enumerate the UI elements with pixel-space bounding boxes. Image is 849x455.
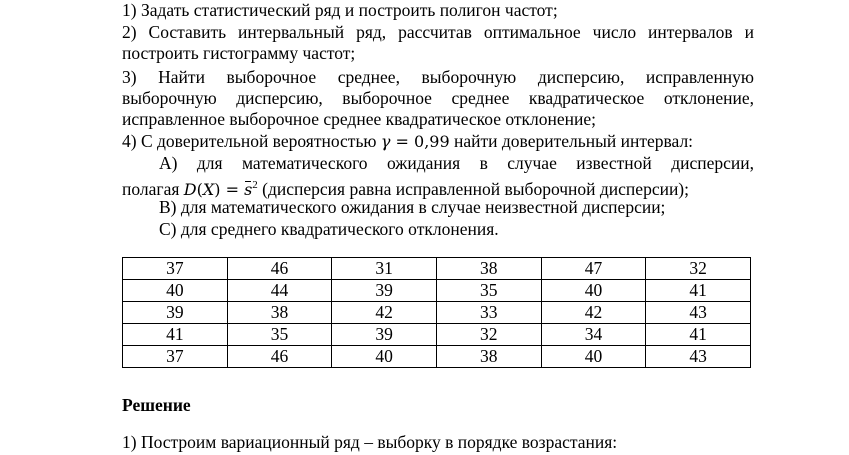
table-row [123, 346, 751, 368]
table-cell: 46 [227, 346, 332, 368]
table-cell: 35 [436, 280, 541, 302]
formula-x: X [202, 180, 215, 199]
sample-data-table [122, 257, 751, 368]
table-cell: 40 [541, 280, 646, 302]
task-item-3-line-3: исправленное выборочное среднее квадратическое отклонение; [122, 109, 597, 129]
gamma-value: = 0,99 [390, 132, 450, 151]
sub-item-a-prefix: полагая [122, 179, 180, 199]
table-cell: 41 [646, 280, 751, 302]
table-row [123, 302, 751, 324]
table-cell: 40 [123, 280, 228, 302]
formula-d: D [183, 180, 197, 199]
task-item-3-line-1: 3) Найти выборочное среднее, выборочную дисперсию, исправленную [122, 67, 754, 87]
task-item-2-line-1: 2) Составить интервальный ряд, рассчитав оптимальное число интервалов и [122, 22, 754, 42]
table-row [123, 258, 751, 280]
table-cell: 43 [646, 302, 751, 324]
formula-exponent: 2 [252, 179, 258, 191]
table-cell: 41 [646, 324, 751, 346]
table-cell: 47 [541, 258, 646, 280]
table-cell: 41 [123, 324, 228, 346]
task-item-2-line-2: построить гистограмму частот; [122, 43, 356, 63]
table-cell: 38 [436, 346, 541, 368]
formula-equals: = [220, 180, 245, 199]
table-cell: 35 [227, 324, 332, 346]
table-cell: 43 [646, 346, 751, 368]
table-cell: 46 [227, 258, 332, 280]
table-row [123, 280, 751, 302]
table-cell: 31 [332, 258, 437, 280]
table-cell: 32 [436, 324, 541, 346]
solution-step-1: 1) Построим вариационный ряд – выборку в порядке возрастания: [122, 432, 618, 452]
solution-heading: Решение [122, 395, 191, 415]
formula-s-bar: s [244, 180, 253, 199]
table-cell: 32 [646, 258, 751, 280]
table-cell: 39 [332, 280, 437, 302]
table-cell: 39 [332, 324, 437, 346]
table-cell: 40 [541, 346, 646, 368]
table-cell: 33 [436, 302, 541, 324]
task-item-1: 1) Задать статистический ряд и построить полигон частот; [122, 0, 558, 20]
table-cell: 42 [332, 302, 437, 324]
table-cell: 34 [541, 324, 646, 346]
table-cell: 40 [332, 346, 437, 368]
table-row [123, 324, 751, 346]
formula-open-paren: ( [196, 180, 203, 199]
sub-item-a-suffix: (дисперсия равна исправленной выборочной дисперсии); [262, 179, 690, 199]
table-cell: 38 [436, 258, 541, 280]
table-cell: 44 [227, 280, 332, 302]
sub-item-c: С) для среднего квадратического отклонения. [159, 219, 499, 239]
task-item-4-suffix: найти доверительный интервал: [454, 131, 694, 151]
task-item-4 [122, 131, 693, 152]
table-cell: 38 [227, 302, 332, 324]
sub-item-b: В) для математического ожидания в случае неизвестной дисперсии; [159, 197, 666, 217]
task-item-4-prefix: 4) С доверительной вероятностью [122, 131, 377, 151]
table-cell: 39 [123, 302, 228, 324]
gamma-symbol: γ [380, 132, 391, 151]
table-cell: 37 [123, 258, 228, 280]
table-cell: 37 [123, 346, 228, 368]
sub-item-a-line-1: А) для математического ожидания в случае известной дисперсии, [159, 153, 754, 173]
task-item-3-line-2: выборочную дисперсию, выборочное среднее квадратическое отклонение, [122, 88, 754, 108]
formula-close-paren: ) [214, 180, 221, 199]
table-cell: 42 [541, 302, 646, 324]
